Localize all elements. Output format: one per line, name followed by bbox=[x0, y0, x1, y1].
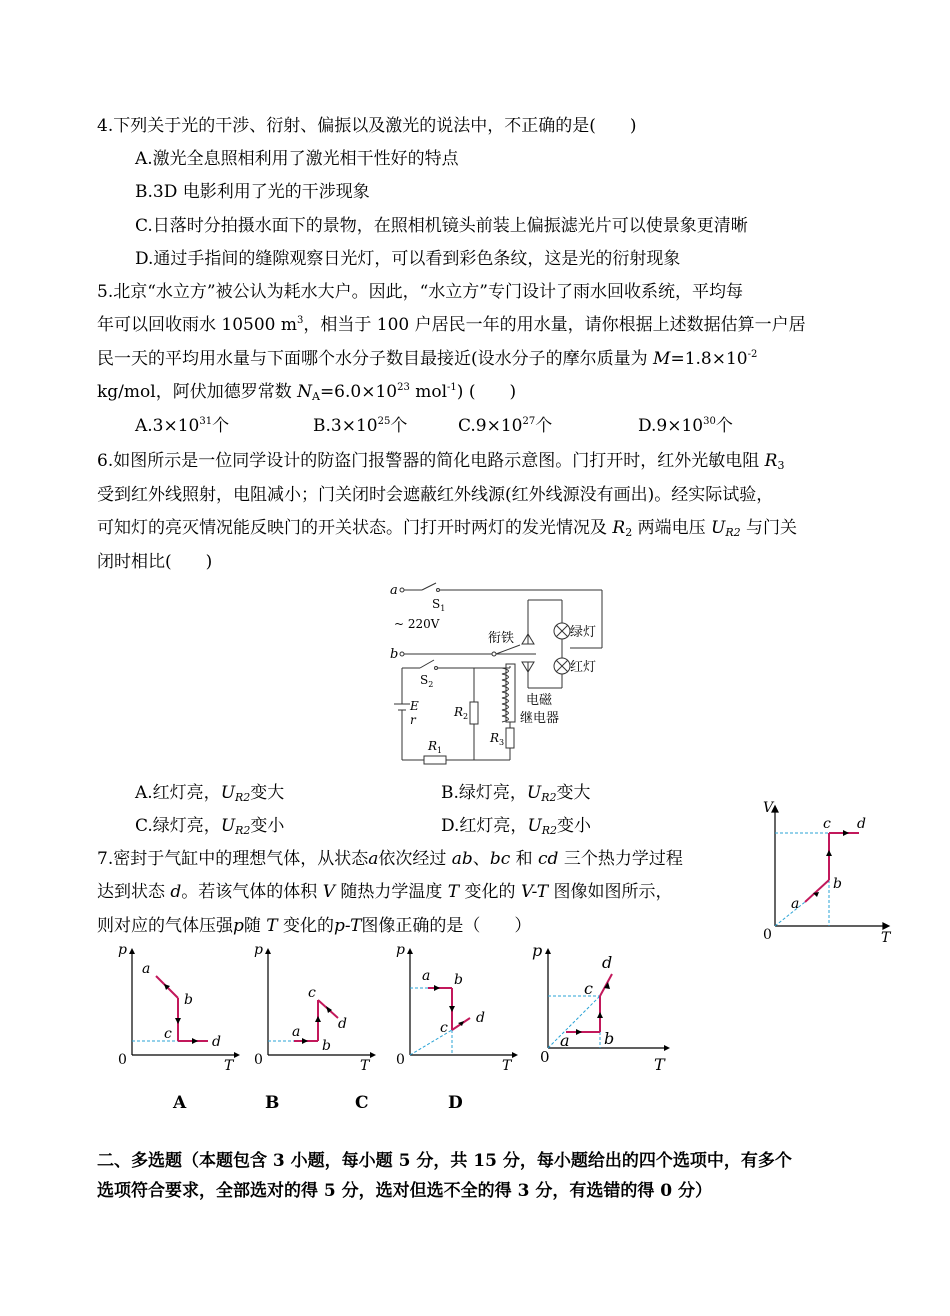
svg-text:T: T bbox=[502, 1058, 512, 1072]
q7-option-d-graph bbox=[528, 940, 673, 1075]
q6-line3: 可知灯的亮灭情况能反映门的开关状态。门打开时两灯的发光情况及 $R_2$ 两端电压 $U_{R2}$ 与门关 bbox=[97, 518, 798, 539]
svg-text:d: d bbox=[857, 816, 866, 832]
q5-line4-text-c: mol bbox=[409, 382, 448, 402]
svg-text:0: 0 bbox=[540, 1048, 550, 1066]
q7-option-d-label: D bbox=[448, 1093, 463, 1113]
q5-line4-text-b: =6.0×10 bbox=[319, 382, 398, 402]
svg-text:p: p bbox=[254, 942, 263, 958]
svg-text:p: p bbox=[532, 941, 543, 960]
q7-option-c-label: C bbox=[355, 1093, 369, 1113]
q7-vt-graph bbox=[755, 798, 895, 948]
svg-text:T: T bbox=[881, 930, 891, 946]
svg-text:c: c bbox=[584, 979, 593, 998]
q5-line1: 5.北京“水立方”被公认为耗水大户。因此，“水立方”专门设计了雨水回收系统，平均每 bbox=[97, 282, 743, 302]
switch-s1-icon bbox=[422, 583, 436, 590]
q6-circuit-diagram bbox=[380, 578, 620, 768]
q7-option-c-graph bbox=[390, 940, 520, 1072]
q6-option-a: A.红灯亮，$U_{R2}$变大 bbox=[135, 783, 285, 804]
resistor-r2-icon bbox=[470, 702, 478, 724]
q7-line2: 达到状态 d。若该气体的体积 V 随热力学温度 T 变化的 V-T 图像如图所示， bbox=[97, 882, 673, 902]
svg-text:a: a bbox=[422, 968, 431, 984]
q4-option-d: D.通过手指间的缝隙观察日光灯，可以看到彩色条纹，这是光的衍射现象 bbox=[135, 249, 681, 269]
q5-line2-text-a: 年可以回收雨水 10500 m bbox=[97, 315, 298, 335]
q5-line4 bbox=[97, 381, 516, 403]
section2-heading-line2: 选项符合要求，全部选对的得 5 分，选对但选不全的得 3 分，有选错的得 0 分） bbox=[97, 1181, 712, 1201]
q5-line3 bbox=[97, 348, 757, 370]
q4-option-b: B.3D 电影利用了光的干涉现象 bbox=[135, 182, 370, 202]
svg-text:T: T bbox=[360, 1058, 370, 1072]
svg-text:p: p bbox=[396, 942, 405, 958]
svg-text:a: a bbox=[292, 1024, 301, 1040]
svg-text:d: d bbox=[338, 1016, 347, 1032]
label-red-lamp: 红灯 bbox=[570, 660, 597, 675]
label-b: b bbox=[390, 647, 399, 662]
q5-option-a: $A.3\times 10^{31}$个 bbox=[135, 416, 230, 436]
svg-text:d: d bbox=[602, 953, 613, 972]
q7-option-a-graph bbox=[112, 940, 242, 1072]
q5-line2-text-b: ，相当于 100 户居民一年的用水量，请你根据上述数据估算一户居 bbox=[303, 315, 806, 335]
svg-text:0: 0 bbox=[396, 1052, 405, 1068]
q7-line1: 7.密封于气缸中的理想气体，从状态a依次经过 ab、bc 和 cd 三个热力学过程 bbox=[97, 849, 683, 869]
svg-text:0: 0 bbox=[118, 1052, 127, 1068]
svg-text:b: b bbox=[604, 1029, 615, 1048]
q5-molar-mass-exponent: -2 bbox=[747, 349, 758, 360]
q5-mol-exponent: -1 bbox=[447, 382, 457, 393]
q6-option-d: D.红灯亮，$U_{R2}$变小 bbox=[441, 816, 592, 837]
label-green-lamp: 绿灯 bbox=[570, 625, 597, 640]
vt-process-curve bbox=[805, 833, 859, 902]
svg-text:d: d bbox=[476, 1010, 485, 1026]
label-relay-2: 继电器 bbox=[520, 711, 560, 726]
terminal-a-icon bbox=[400, 588, 404, 592]
svg-text:p: p bbox=[118, 942, 127, 958]
q6-line2: 受到红外线照射，电阻减小；门关闭时会遮蔽红外线源(红外线源没有画出)。经实际试验， bbox=[97, 485, 774, 505]
switch-s2-icon bbox=[420, 660, 434, 668]
label-r3: $R_3$ bbox=[490, 731, 505, 747]
q5-molar-mass-symbol: M bbox=[653, 349, 671, 369]
q5-line3-text-a: 民一天的平均用水量与下面哪个水分子数目最接近(设水分子的摩尔质量为 bbox=[97, 349, 654, 369]
resistor-r1-icon bbox=[424, 756, 446, 764]
svg-text:b: b bbox=[322, 1038, 331, 1054]
q5-option-c: $C.9\times 10^{27}$个 bbox=[458, 416, 553, 436]
label-e: E bbox=[410, 699, 419, 713]
q7-line3: 则对应的气体压强p随 T 变化的p-T图像正确的是（ ） bbox=[97, 916, 532, 936]
svg-text:b: b bbox=[833, 876, 842, 892]
svg-text:c: c bbox=[440, 1020, 448, 1036]
label-r2: $R_2$ bbox=[454, 705, 469, 721]
svg-text:V: V bbox=[763, 800, 774, 816]
q5-avogadro-exponent: 23 bbox=[397, 382, 410, 393]
q7-option-b-graph bbox=[248, 940, 378, 1072]
label-voltage: ~ 220V bbox=[394, 617, 440, 631]
q7-option-b-label: B bbox=[265, 1093, 280, 1113]
q5-line3-text-b: =1.8×10 bbox=[670, 349, 748, 369]
q4-option-a: A.激光全息照相利用了激光相干性好的特点 bbox=[135, 149, 459, 169]
q7-option-a-label: A bbox=[173, 1093, 187, 1113]
svg-text:c: c bbox=[823, 816, 831, 832]
label-r-internal: r bbox=[410, 713, 416, 727]
label-relay-1: 电磁 bbox=[526, 693, 553, 708]
q5-m3-exponent: 3 bbox=[297, 315, 304, 326]
svg-text:T: T bbox=[224, 1058, 234, 1072]
q6-option-c: C.绿灯亮，$U_{R2}$变小 bbox=[135, 816, 285, 837]
svg-text:0: 0 bbox=[763, 927, 772, 943]
svg-text:b: b bbox=[184, 992, 193, 1008]
label-armature: 衔铁 bbox=[488, 631, 515, 646]
resistor-r3-icon bbox=[506, 728, 514, 748]
q5-line2 bbox=[97, 314, 806, 336]
terminal-b-icon bbox=[400, 652, 404, 656]
q5-option-b: $B.3\times 10^{25}$个 bbox=[313, 416, 408, 436]
svg-text:b: b bbox=[454, 972, 463, 988]
label-r1: $R_1$ bbox=[428, 739, 443, 755]
label-s1: $S_1$ bbox=[432, 597, 446, 613]
svg-text:c: c bbox=[164, 1026, 172, 1042]
q5-avogadro-symbol: N bbox=[297, 382, 312, 402]
svg-text:0: 0 bbox=[254, 1052, 263, 1068]
q6-line4: 闭时相比( ) bbox=[97, 552, 213, 572]
svg-text:T: T bbox=[654, 1055, 665, 1074]
svg-text:a: a bbox=[142, 961, 151, 977]
q5-line4-text-a: kg/mol，阿伏加德罗常数 bbox=[97, 382, 298, 402]
q5-line4-text-d: ) ( ) bbox=[456, 382, 517, 402]
q5-avogadro-subscript: A bbox=[311, 390, 320, 403]
section2-heading-line1: 二、多选题（本题包含 3 小题，每小题 5 分，共 15 分，每小题给出的四个选项中，有多个 bbox=[97, 1151, 792, 1171]
q5-option-d: $D.9\times 10^{30}$个 bbox=[638, 416, 733, 436]
svg-text:a: a bbox=[560, 1031, 570, 1050]
label-a: a bbox=[390, 583, 398, 598]
svg-text:a: a bbox=[791, 896, 800, 912]
svg-text:d: d bbox=[212, 1034, 221, 1050]
q6-line1: 6.如图所示是一位同学设计的防盗门报警器的简化电路示意图。门打开时，红外光敏电阻 $R_3$ bbox=[97, 451, 785, 472]
svg-text:c: c bbox=[308, 985, 316, 1001]
q6-option-b: B.绿灯亮，$U_{R2}$变大 bbox=[441, 783, 591, 804]
q4-stem: 4.下列关于光的干涉、衍射、偏振以及激光的说法中，不正确的是( ) bbox=[97, 116, 637, 136]
q4-option-c: C.日落时分拍摄水面下的景物，在照相机镜头前装上偏振滤光片可以使景象更清晰 bbox=[135, 216, 748, 236]
label-s2: $S_2$ bbox=[420, 673, 434, 689]
